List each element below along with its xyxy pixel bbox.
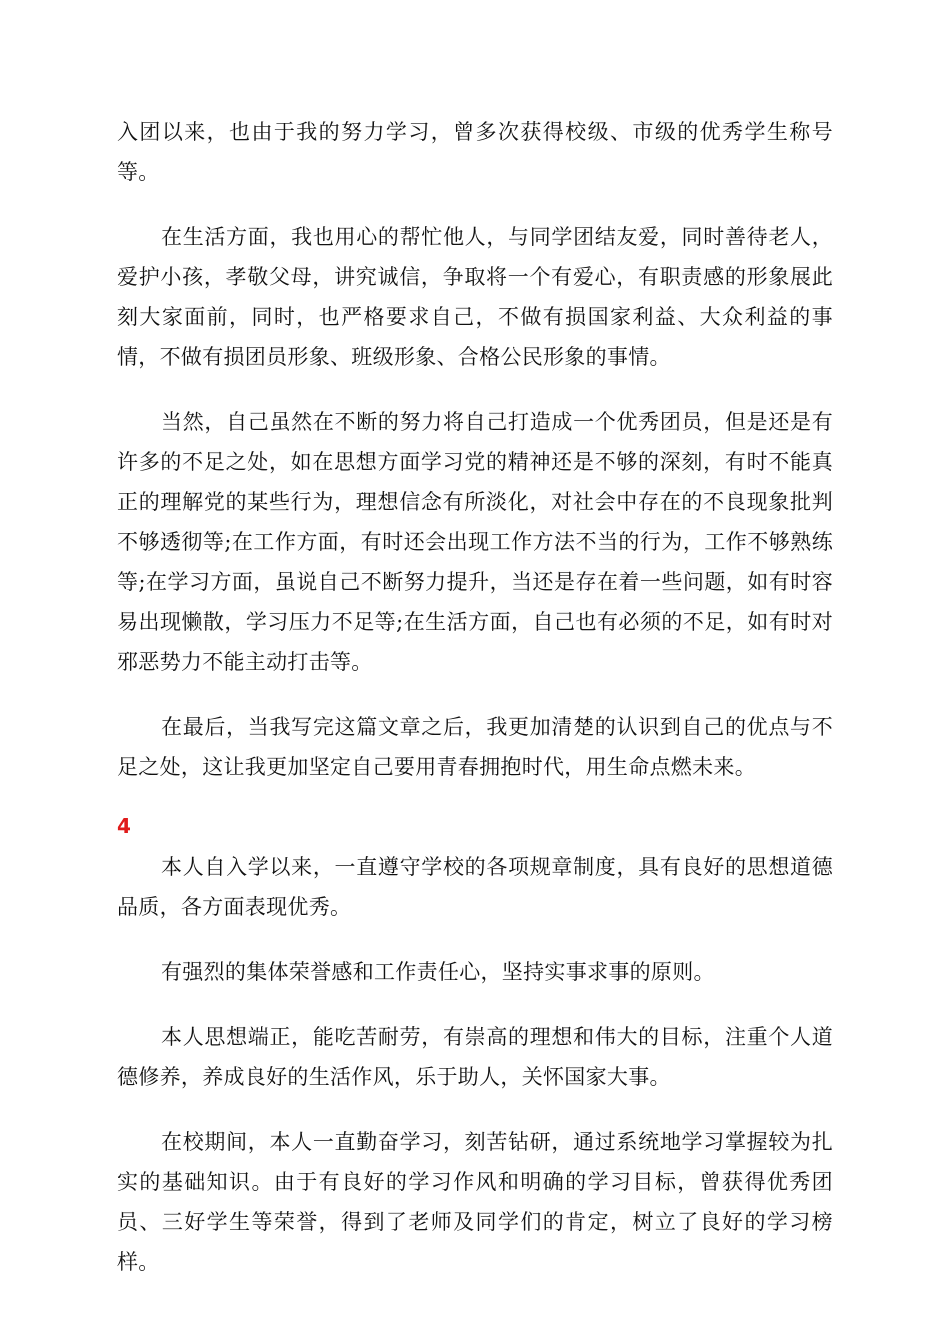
paragraph-shortcomings: 当然，自己虽然在不断的努力将自己打造成一个优秀团员，但是还是有许多的不足之处，如在思想方面学习党的精神还是不够的深刻，有时不能真正的理解党的某些行为，理想信念有所淡化，对社会中存在的不良现象批判不够透彻等;在工作方面，有时还会出现工作方法不当的行为，工作不够熟练等;在学习方面，虽说自己不断努力提升，当还是存在着一些问题，如有时容易出现懒散，学习压力不足等;在生活方面，自己也有必须的不足，如有时对邪恶势力不能主动打击等。 <box>117 410 833 674</box>
paragraph-study: 在校期间，本人一直勤奋学习，刻苦钻研，通过系统地学习掌握较为扎实的基础知识。由于有良好的学习作风和明确的学习目标，曾获得优秀团员、三好学生等荣誉，得到了老师及同学们的肯定，树立了良好的学习榜样。 <box>117 1130 833 1274</box>
paragraph-conclusion: 在最后，当我写完这篇文章之后，我更加清楚的认识到自己的优点与不足之处，这让我更加坚定自己要用青春拥抱时代，用生命点燃未来。 <box>117 715 833 779</box>
paragraph-collective-honor: 有强烈的集体荣誉感和工作责任心，坚持实事求事的原则。 <box>161 960 715 984</box>
paragraph-continuation: 入团以来，也由于我的努力学习，曾多次获得校级、市级的优秀学生称号等。 <box>117 120 833 184</box>
document-body <box>117 112 833 1282</box>
section-number: 4 <box>117 814 131 838</box>
paragraph-life-aspect: 在生活方面，我也用心的帮忙他人，与同学团结友爱，同时善待老人，爱护小孩，孝敬父母，讲究诚信，争取将一个有爱心，有职责感的形象展此刻大家面前，同时，也严格要求自己，不做有损国家利益、大众利益的事情，不做有损团员形象、班级形象、合格公民形象的事情。 <box>117 225 833 369</box>
paragraph-school-rules: 本人自入学以来，一直遵守学校的各项规章制度，具有良好的思想道德品质，各方面表现优秀。 <box>117 855 833 919</box>
paragraph-thought: 本人思想端正，能吃苦耐劳，有崇高的理想和伟大的目标，注重个人道德修养，养成良好的生活作风，乐于助人，关怀国家大事。 <box>117 1025 833 1089</box>
